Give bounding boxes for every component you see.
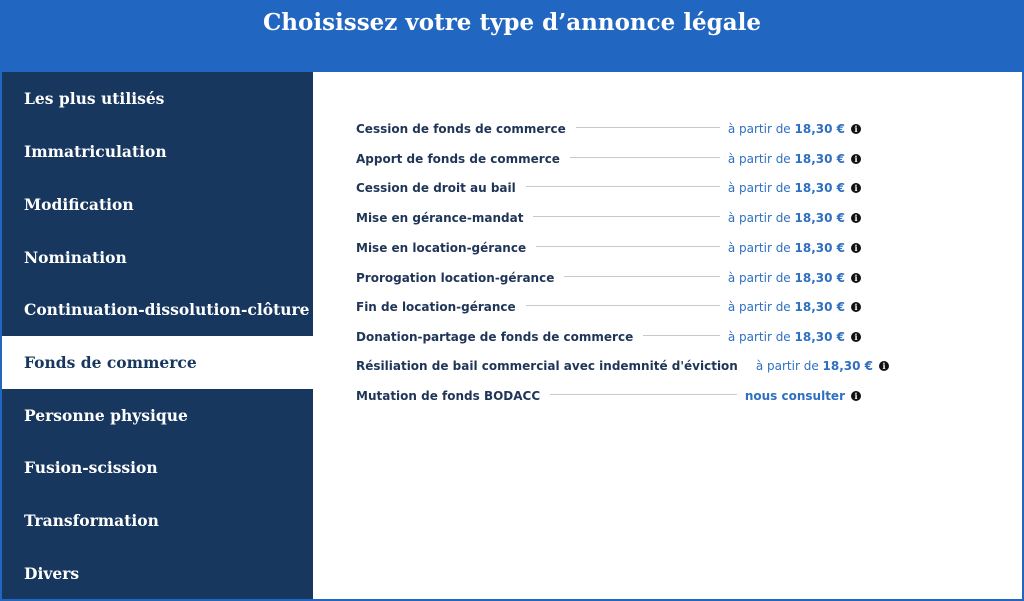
- info-icon[interactable]: i: [851, 273, 861, 283]
- leader-line: [570, 157, 720, 158]
- main-frame: [2, 72, 1022, 599]
- announcement-label: Cession de droit au bail: [356, 181, 516, 195]
- announcement-price: à partir de 18,30 €: [727, 300, 845, 314]
- leader-line: [576, 127, 720, 128]
- announcement-price: à partir de 18,30 €: [727, 211, 845, 225]
- info-icon[interactable]: i: [851, 124, 861, 134]
- announcement-price: à partir de 18,30 €: [727, 330, 845, 344]
- page-title: Choisissez votre type d’annonce légale: [262, 9, 762, 36]
- leader-line: [643, 335, 720, 336]
- announcement-row-cession-fonds[interactable]: [356, 119, 861, 139]
- announcement-price: à partir de 18,30 €: [727, 271, 845, 285]
- sidebar-item-personne-physique[interactable]: Personne physique: [24, 406, 188, 425]
- announcement-label: Mise en location-gérance: [356, 241, 527, 255]
- leader-line: [564, 276, 719, 277]
- announcement-price: à partir de 18,30 €: [727, 241, 845, 255]
- announcement-row-mutation-bodacc[interactable]: [356, 386, 861, 406]
- announcement-label: Mise en gérance-mandat: [356, 211, 524, 225]
- sidebar-item-fonds-de-commerce[interactable]: Fonds de commerce: [2, 336, 313, 389]
- sidebar-item-modification[interactable]: Modification: [24, 195, 134, 214]
- announcement-label: Apport de fonds de commerce: [356, 152, 560, 166]
- info-icon[interactable]: i: [851, 243, 861, 253]
- sidebar-item-continuation-dissolution-cloture[interactable]: Continuation-dissolution-clôture: [24, 300, 310, 319]
- info-icon[interactable]: i: [851, 183, 861, 193]
- announcement-price: nous consulter: [744, 389, 845, 403]
- announcement-price: à partir de 18,30 €: [755, 359, 874, 373]
- leader-line: [526, 305, 720, 306]
- sidebar-item-les-plus-utilises[interactable]: Les plus utilisés: [24, 89, 165, 108]
- announcement-row-prorogation[interactable]: [356, 268, 861, 288]
- announcement-row-donation-partage[interactable]: [356, 327, 861, 347]
- info-icon[interactable]: i: [851, 213, 861, 223]
- info-icon[interactable]: i: [851, 302, 861, 312]
- leader-line: [550, 394, 737, 395]
- sidebar-item-nomination[interactable]: Nomination: [24, 248, 127, 267]
- announcement-price: à partir de 18,30 €: [727, 122, 845, 136]
- leader-line: [536, 246, 720, 247]
- leader-line: [533, 216, 719, 217]
- announcement-row-cession-droit-bail[interactable]: [356, 178, 861, 198]
- announcement-row-apport-fonds[interactable]: [356, 149, 861, 169]
- announcement-row-fin-location-gerance[interactable]: [356, 297, 861, 317]
- announcement-row-gerance-mandat[interactable]: [356, 208, 861, 228]
- announcement-price: à partir de 18,30 €: [727, 152, 845, 166]
- sidebar-item-transformation[interactable]: Transformation: [24, 511, 159, 530]
- announcement-list: [313, 72, 1022, 599]
- announcement-label: Prorogation location-gérance: [356, 271, 555, 285]
- announcement-label: Fin de location-gérance: [356, 300, 516, 314]
- info-icon[interactable]: i: [851, 391, 861, 401]
- announcement-label: Mutation de fonds BODACC: [356, 389, 541, 403]
- page-header: [0, 0, 1024, 72]
- info-icon[interactable]: i: [879, 361, 889, 371]
- leader-line: [526, 186, 720, 187]
- announcement-row-location-gerance[interactable]: [356, 238, 861, 258]
- announcement-price: à partir de 18,30 €: [727, 181, 845, 195]
- announcement-label: Cession de fonds de commerce: [356, 122, 566, 136]
- announcement-label: Résiliation de bail commercial avec indemnité d'éviction: [356, 359, 738, 373]
- category-sidebar: [2, 72, 313, 599]
- announcement-row-resiliation-bail[interactable]: [356, 356, 886, 376]
- sidebar-item-immatriculation[interactable]: Immatriculation: [24, 142, 167, 161]
- info-icon[interactable]: i: [851, 332, 861, 342]
- info-icon[interactable]: i: [851, 154, 861, 164]
- sidebar-item-divers[interactable]: Divers: [24, 564, 80, 583]
- announcement-label: Donation-partage de fonds de commerce: [356, 330, 634, 344]
- sidebar-item-fusion-scission[interactable]: Fusion-scission: [24, 458, 158, 477]
